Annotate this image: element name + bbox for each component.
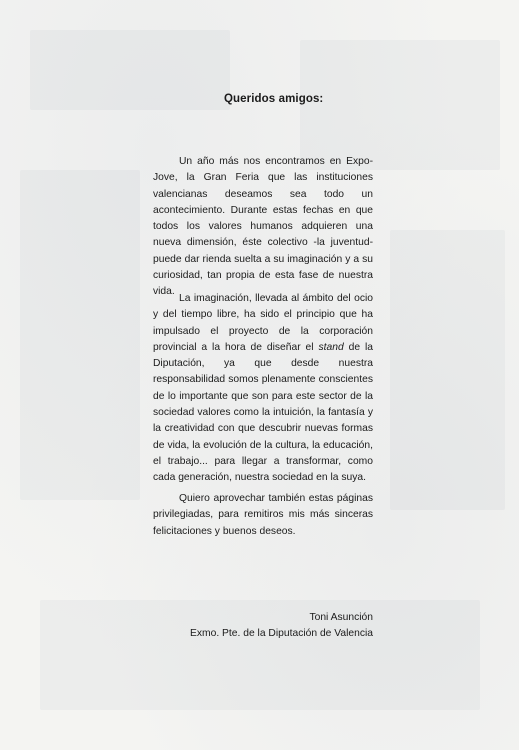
stand-emphasis: stand xyxy=(318,341,344,353)
paragraph-2-end: de la Diputación, ya que desde nuestra responsabilidad somos plenamente conscientes de lo importante que son para este sector de la sociedad valores como la intuición, la fantasía y la creatividad con que descubrir nuevas formas de vida, la evolución de la cultura, la educación, el trabajo... para llegar a transformar, como cada generación, nuestra sociedad en la suya. xyxy=(153,341,373,484)
show-through-block xyxy=(40,600,480,710)
show-through-block xyxy=(30,30,230,110)
paragraph-2-text xyxy=(153,291,373,487)
paragraph-2 xyxy=(153,291,373,487)
paragraph-3-text: Quiero aprovechar también estas páginas privilegiadas, para remitiros mis más sinceras felicitaciones y buenos deseos. xyxy=(153,493,373,537)
paragraph-1-text: Un año más nos encontramos en Expo-Jove, la Gran Feria que las instituciones valencianas deseamos sea todo un acontecimiento. Durante estas fechas en que todos los valores humanos adquieren una nueva dimensión, éste colectivo -la juventud- puede dar rienda suelta a su imaginación y a su curiosidad, tan propia de esta fase de nuestra vida. xyxy=(153,156,373,298)
signature-title: Exmo. Pte. de la Diputación de Valencia xyxy=(190,628,373,639)
greeting: Queridos amigos: xyxy=(224,93,324,105)
show-through-block xyxy=(300,40,500,170)
signature-name: Toni Asunción xyxy=(309,612,373,623)
show-through-block xyxy=(390,230,505,510)
paragraph-3 xyxy=(153,491,373,540)
paragraph-1 xyxy=(153,154,373,301)
show-through-block xyxy=(20,170,140,500)
paragraph-2-start: La imaginación, llevada al ámbito del ocio y del tiempo libre, ha sido el principio que ha impulsado el proyecto de la corporación provincial a la hora de diseñar el xyxy=(153,293,373,353)
